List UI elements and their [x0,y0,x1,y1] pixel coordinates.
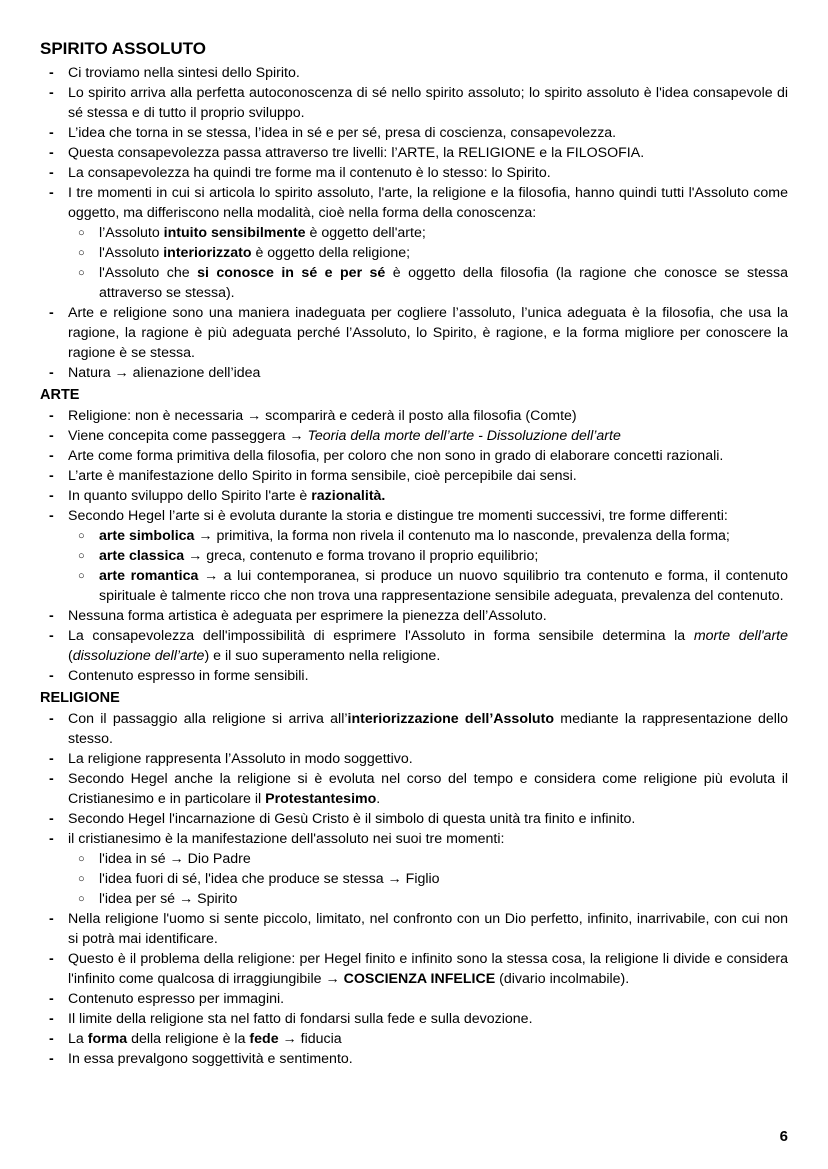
text-segment: (divario incolmabile). [495,971,630,987]
text-segment: → primitiva, la forma non rivela il contenuto ma lo nasconde, prevalenza della forma; [194,528,730,544]
text-segment: La [68,1031,88,1047]
list-item [40,949,788,989]
sub-list [68,526,788,606]
text-segment: Nella religione l'uomo si sente piccolo, limitato, nel confronto con un Dio perfetto, infinito, inarrivabile, con cui non si potrà mai identificare. [68,911,788,947]
page-number: 6 [779,1128,788,1145]
text-segment: l'Assoluto che [99,265,198,281]
sub-list-item [68,546,788,566]
circle-bullet-icon: ○ [78,550,85,562]
text-segment: → a lui contemporanea, si produce un nuovo squilibrio tra contenuto e forma, il contenuto spirituale è talmente ricco che non trova una rappresentazione sensibile adeguata, prevalenza del contenuto. [99,568,788,604]
sub-list-item [68,526,788,546]
text-segment: interiorizzazione dell’Assoluto [347,711,554,727]
text-segment: arte romantica [99,568,199,584]
list-item [40,426,788,446]
list-item [40,1049,788,1069]
text-segment: si conosce in sé e per sé [197,265,386,281]
text-segment: dissoluzione dell’arte [72,648,205,664]
bullet-list [40,63,788,383]
text-segment: Religione: non è necessaria → scomparirà e cederà il posto alla filosofia (Comte) [68,408,577,424]
dash-bullet-icon: - [49,951,54,967]
list-item [40,606,788,626]
dash-bullet-icon: - [49,711,54,727]
circle-bullet-icon: ○ [78,530,85,542]
text-segment: . [376,791,381,807]
list-item [40,446,788,466]
text-segment: Viene concepita come passeggera → [68,428,308,444]
text-segment: fede [249,1031,279,1047]
list-item [40,809,788,829]
text-segment: Secondo Hegel anche la religione si è evoluta nel corso del tempo e considera come religione più evoluta il Cristianesimo e in particolare il [68,771,788,807]
dash-bullet-icon: - [49,185,54,201]
list-item [40,829,788,909]
list-item [40,769,788,809]
text-segment: l’Assoluto [99,225,164,241]
circle-bullet-icon: ○ [78,893,85,905]
section-heading: ARTE [40,387,80,403]
text-segment: Contenuto espresso per immagini. [68,991,285,1007]
sub-list [68,849,788,909]
list-item [40,363,788,383]
dash-bullet-icon: - [49,365,54,381]
text-segment: razionalità. [311,488,386,504]
list-item [40,143,788,163]
text-segment: → greca, contenuto e forma trovano il proprio equilibrio; [184,548,539,564]
list-item [40,63,788,83]
text-segment: La consapevolezza dell'impossibilità di esprimere l'Assoluto in forma sensibile determina la [68,628,694,644]
dash-bullet-icon: - [49,771,54,787]
text-segment: l'Assoluto [99,245,164,261]
dash-bullet-icon: - [49,85,54,101]
text-segment: Lo spirito arriva alla perfetta autoconoscenza di sé nello spirito assoluto; lo spirito assoluto è l'idea consapevole di sé stessa e di tutto il proprio sviluppo. [68,85,788,121]
text-segment: In quanto sviluppo dello Spirito l'arte è [68,488,312,504]
text-segment: Il limite della religione sta nel fatto di fondarsi sulla fede e sulla devozione. [68,1011,533,1027]
list-item [40,749,788,769]
text-segment: → fiducia [278,1031,342,1047]
dash-bullet-icon: - [49,911,54,927]
bullet-list [40,406,788,686]
sub-list-item [68,849,788,869]
text-segment: COSCIENZA INFELICE [343,971,496,987]
dash-bullet-icon: - [49,831,54,847]
dash-bullet-icon: - [49,305,54,321]
dash-bullet-icon: - [49,1031,54,1047]
list-item [40,486,788,506]
list-item [40,466,788,486]
dash-bullet-icon: - [49,165,54,181]
dash-bullet-icon: - [49,668,54,684]
text-segment: è oggetto dell'arte; [305,225,426,241]
text-segment: Arte e religione sono una maniera inadeguata per cogliere l’assoluto, l’unica adeguata è la filosofia, che usa la ragione, la ragione è più adeguata perché l’Assoluto, lo Spirito, è ragione, e la forma migliore per conoscere la ragione è se stessa. [68,305,788,361]
circle-bullet-icon: ○ [78,247,85,259]
sub-list-item [68,889,788,909]
sub-list-item [68,223,788,243]
dash-bullet-icon: - [49,408,54,424]
circle-bullet-icon: ○ [78,873,85,885]
text-segment: In essa prevalgono soggettività e sentimento. [68,1051,353,1067]
text-segment: Secondo Hegel l'incarnazione di Gesù Cristo è il simbolo di questa unità tra finito e infinito. [68,811,636,827]
text-segment: l'idea fuori di sé, l'idea che produce se stessa → Figlio [99,871,440,887]
text-segment: l'idea per sé → Spirito [99,891,238,907]
bullet-list [40,709,788,1069]
text-segment: I tre momenti in cui si articola lo spirito assoluto, l'arte, la religione e la filosofia, hanno quindi tutti l'Assoluto come oggetto, ma differiscono nella modalità, cioè nella forma della conoscenza: [68,185,788,221]
dash-bullet-icon: - [49,428,54,444]
document-page [40,38,788,1069]
text-segment: arte classica [99,548,185,564]
list-item [40,989,788,1009]
list-item [40,406,788,426]
text-segment: Secondo Hegel l’arte si è evoluta durante la storia e distingue tre momenti successivi, tre forme differenti: [68,508,728,524]
text-segment: è oggetto della religione; [251,245,411,261]
text-segment: L’arte è manifestazione dello Spirito in forma sensibile, cioè percepibile dai sensi. [68,468,577,484]
list-item [40,123,788,143]
text-segment: arte simbolica [99,528,195,544]
sub-list-item [68,263,788,303]
text-segment: Ci troviamo nella sintesi dello Spirito. [68,65,300,81]
text-segment: Questo è il problema della religione: per Hegel finito e infinito sono la stessa cosa, la religione li divide e considera l'infinito come qualcosa di irraggiungibile → [68,951,788,987]
text-segment: La consapevolezza ha quindi tre forme ma il contenuto è lo stesso: lo Spirito. [68,165,551,181]
list-item [40,909,788,949]
dash-bullet-icon: - [49,125,54,141]
dash-bullet-icon: - [49,1011,54,1027]
text-segment: L’idea che torna in se stessa, l’idea in sé e per sé, presa di coscienza, consapevolezza. [68,125,617,141]
dash-bullet-icon: - [49,751,54,767]
dash-bullet-icon: - [49,488,54,504]
dash-bullet-icon: - [49,508,54,524]
dash-bullet-icon: - [49,991,54,1007]
list-item [40,666,788,686]
text-segment: ( [68,648,73,664]
text-segment: mediante la rappresentazione dello stesso. [68,711,788,747]
text-segment: forma [87,1031,128,1047]
sub-list-item [68,869,788,889]
dash-bullet-icon: - [49,628,54,644]
list-item [40,1029,788,1049]
text-segment: Natura → alienazione dell’idea [68,365,261,381]
dash-bullet-icon: - [49,145,54,161]
dash-bullet-icon: - [49,65,54,81]
text-segment: intuito sensibilmente [163,225,306,241]
list-item [40,183,788,303]
text-segment: il cristianesimo è la manifestazione dell'assoluto nei suoi tre momenti: [68,831,505,847]
list-item [40,1009,788,1029]
text-segment: morte dell'arte [693,628,789,644]
text-segment: Arte come forma primitiva della filosofia, per coloro che non sono in grado di elaborare concetti razionali. [68,448,724,464]
circle-bullet-icon: ○ [78,267,85,279]
text-segment: La religione rappresenta l’Assoluto in modo soggettivo. [68,751,413,767]
dash-bullet-icon: - [49,1051,54,1067]
dash-bullet-icon: - [49,448,54,464]
dash-bullet-icon: - [49,468,54,484]
dash-bullet-icon: - [49,811,54,827]
list-item [40,709,788,749]
text-segment: interiorizzato [163,245,252,261]
section-heading: RELIGIONE [40,690,120,706]
text-segment: l'idea in sé → Dio Padre [99,851,251,867]
sub-list-item [68,243,788,263]
sub-list-item [68,566,788,606]
circle-bullet-icon: ○ [78,853,85,865]
list-item [40,303,788,363]
sub-list [68,223,788,303]
text-segment: Nessuna forma artistica è adeguata per esprimere la pienezza dell’Assoluto. [68,608,547,624]
list-item [40,163,788,183]
text-segment: Con il passaggio alla religione si arriva all’ [68,711,348,727]
text-segment: Protestantesimo [265,791,377,807]
text-segment: Questa consapevolezza passa attraverso tre livelli: l’ARTE, la RELIGIONE e la FILOSOFIA. [68,145,645,161]
section-heading: SPIRITO ASSOLUTO [40,39,206,58]
list-item [40,83,788,123]
text-segment: ) e il suo superamento nella religione. [204,648,441,664]
text-segment: Teoria della morte dell’arte - Dissoluzione dell’arte [307,428,621,444]
list-item [40,626,788,666]
text-segment: della religione è la [127,1031,250,1047]
circle-bullet-icon: ○ [78,227,85,239]
text-segment: Contenuto espresso in forme sensibili. [68,668,309,684]
circle-bullet-icon: ○ [78,570,85,582]
list-item [40,506,788,606]
text-segment: è oggetto della filosofia (la ragione che conosce se stessa attraverso se stessa). [99,265,788,301]
dash-bullet-icon: - [49,608,54,624]
